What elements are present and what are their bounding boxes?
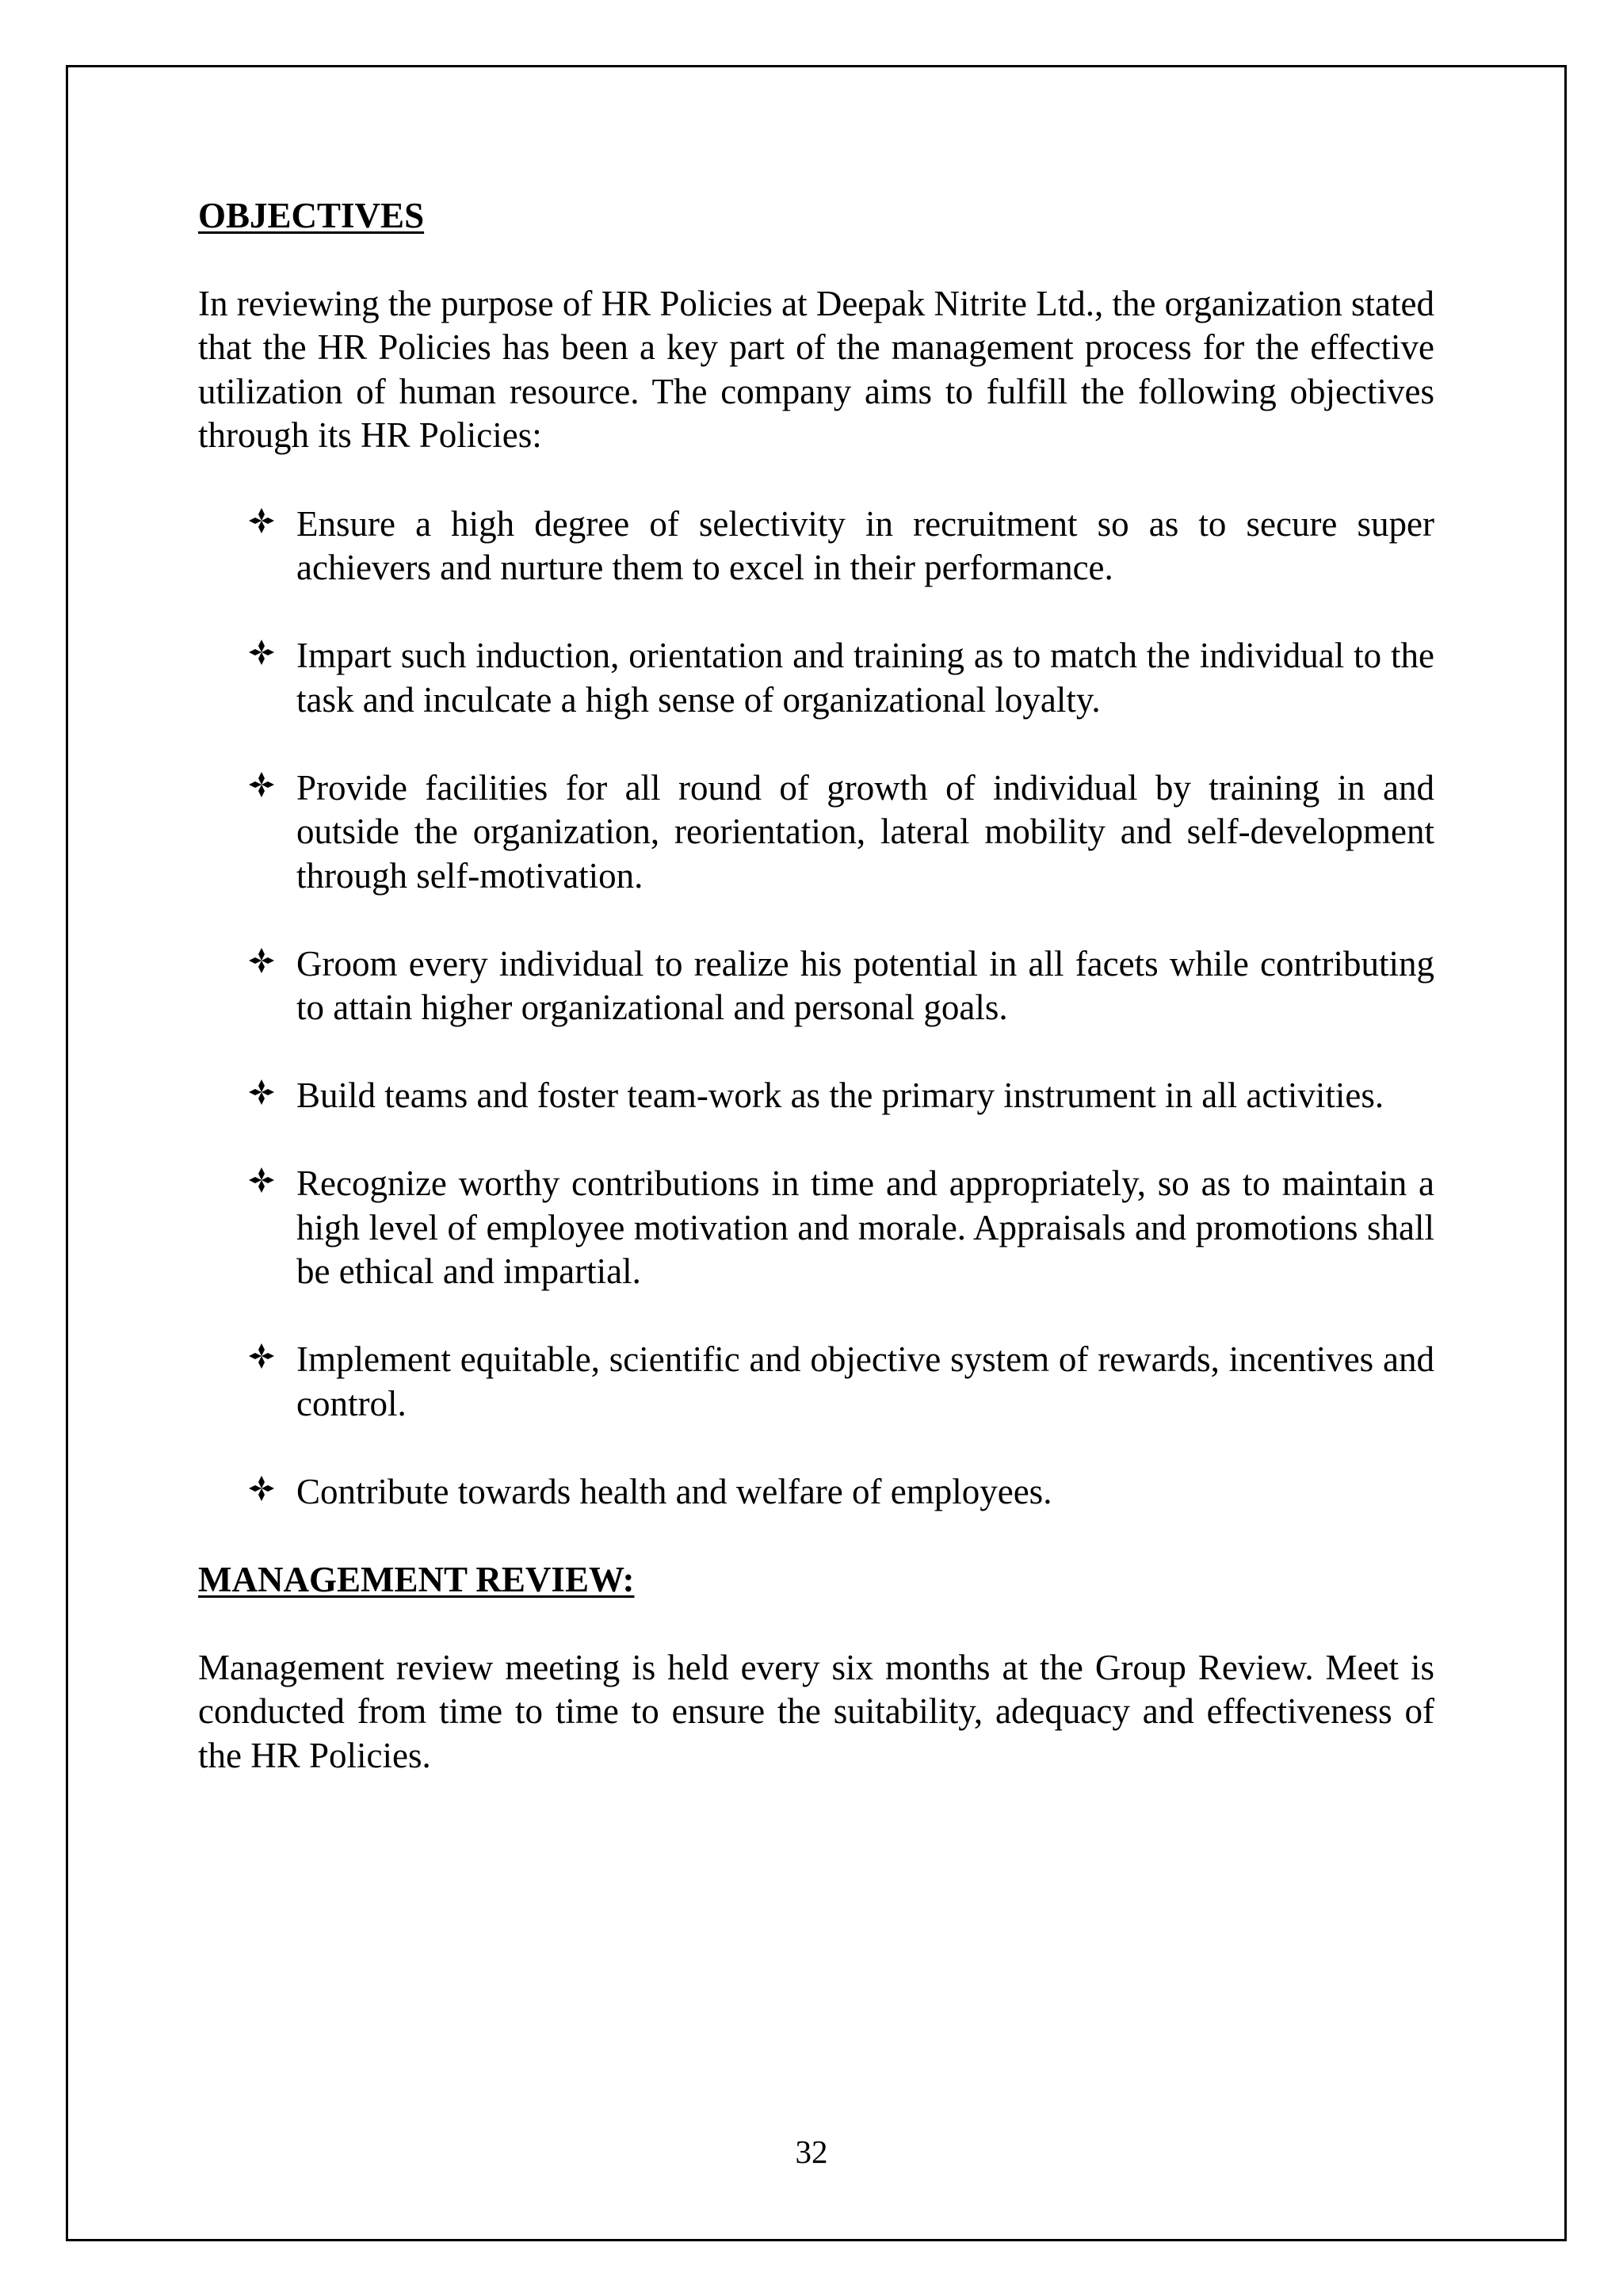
four-petal-diamond-icon <box>244 1470 279 1514</box>
list-item <box>198 634 1434 722</box>
list-item <box>198 1162 1434 1294</box>
page-number: 32 <box>795 2134 828 2170</box>
management-review-text: Management review meeting is held every six months at the Group Review. Meet is conducted from time to time to ensure the suitability, adequacy and effectiveness of the HR Policies. <box>198 1647 1434 1775</box>
management-review-heading: MANAGEMENT REVIEW: <box>198 1560 635 1599</box>
list-item <box>198 766 1434 899</box>
list-item <box>198 1074 1434 1118</box>
list-item-text: Groom every individual to realize his potential in all facets while contributing to attain higher organizational and personal goals. <box>296 943 1434 1027</box>
list-item <box>198 502 1434 590</box>
four-petal-diamond-icon <box>244 942 279 986</box>
four-petal-diamond-icon <box>244 502 279 546</box>
four-petal-diamond-icon <box>244 1162 279 1205</box>
document-content <box>198 194 1434 1778</box>
list-item-text: Impart such induction, orientation and training as to match the individual to the task and inculcate a high sense of organizational loyalty. <box>296 636 1434 720</box>
four-petal-diamond-icon <box>244 1338 279 1381</box>
four-petal-diamond-icon <box>244 634 279 678</box>
objectives-heading: OBJECTIVES <box>198 196 425 235</box>
list-item-text: Recognize worthy contributions in time and appropriately, so as to maintain a high level of employee motivation and morale. Appraisals and promotions shall be ethical and impartial. <box>296 1163 1434 1291</box>
list-item <box>198 1338 1434 1426</box>
list-item-text: Provide facilities for all round of growth of individual by training in and outside the organization, reorientation, lateral mobility and self-development through self-motivation. <box>296 767 1434 896</box>
list-item <box>198 942 1434 1030</box>
four-petal-diamond-icon <box>244 1074 279 1117</box>
list-item-text: Ensure a high degree of selectivity in recruitment so as to secure super achievers and nurture them to excel in their performance. <box>296 503 1434 587</box>
list-item-text: Contribute towards health and welfare of employees. <box>296 1471 1052 1511</box>
list-item <box>198 1470 1434 1515</box>
objectives-list <box>198 502 1434 1515</box>
list-item-text: Implement equitable, scientific and objective system of rewards, incentives and control. <box>296 1339 1434 1423</box>
list-item-text: Build teams and foster team-work as the primary instrument in all activities. <box>296 1075 1384 1115</box>
four-petal-diamond-icon <box>244 766 279 810</box>
objectives-intro: In reviewing the purpose of HR Policies at Deepak Nitrite Ltd., the organization stated that the HR Policies has been a key part of the management process for the effective utilization of human resource. The company aims to fulfill the following objectives through its HR Policies: <box>198 283 1434 455</box>
